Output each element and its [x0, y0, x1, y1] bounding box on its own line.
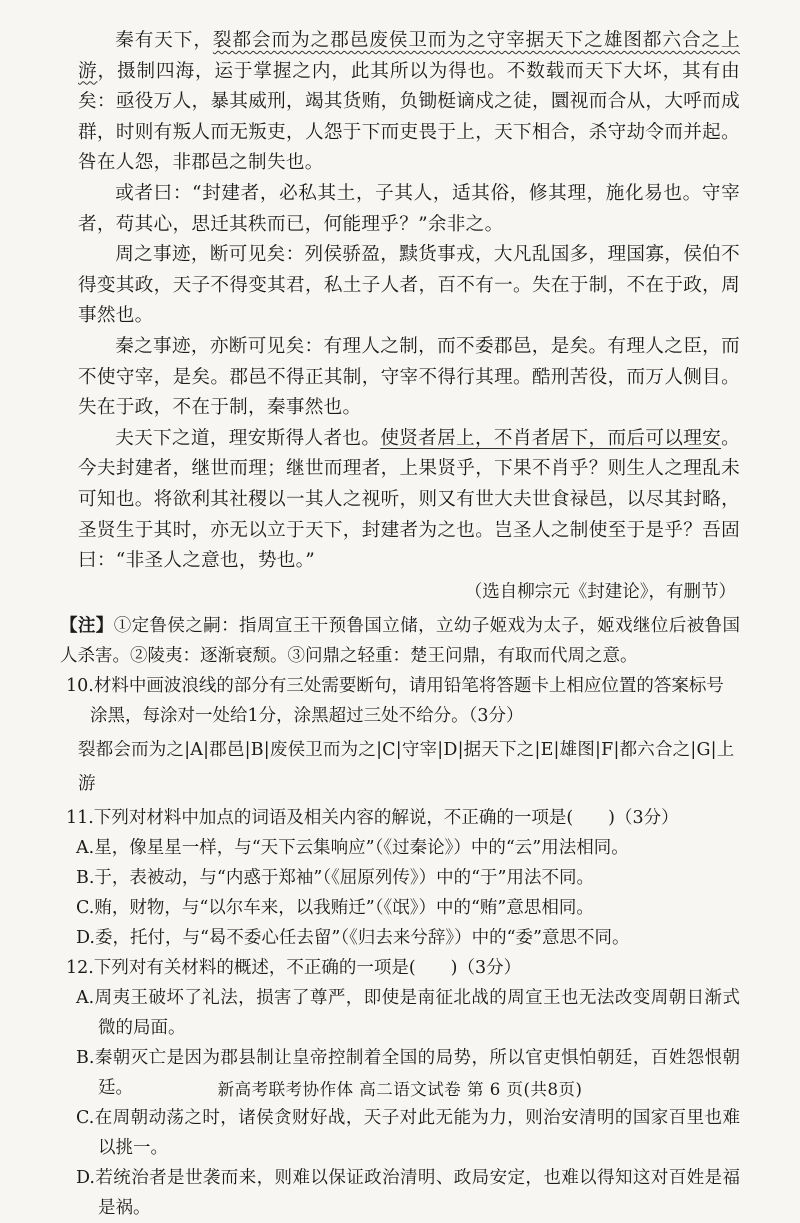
question-12-text: 下列对有关材料的概述，不正确的一项是( )（3分）	[93, 957, 522, 978]
question-10-number: 10.	[66, 675, 94, 696]
passage-p5-pre: 夫天下之道，理安斯得人者也。	[115, 427, 381, 449]
underlined-sentence: 使贤者居上，不肖者居下，而后可以理安	[380, 427, 722, 449]
passage-paragraph-4: 秦之事迹，亦断可见矣：有理人之制，而不委郡邑，是矣。有理人之臣，而不使守宰，是矣。郡邑不得正其制，守宰不得行其理。酷刑苦役，而万人侧目。失在于政，不在于制，秦事然也。	[78, 335, 740, 419]
passage-p5-post: 。今夫封建者，继世而理；继世而理者，上果贤乎，下果不肖乎？则生人之理乱未可知也。将欲利其社稷以一其人之视听，则又有世大夫世食禄邑，以尽其封略，圣贤生于其时，亦无以立于天下，封建者为之也。岂圣人之制使至于是乎？吾固曰：“非圣人之意也，势也。”	[78, 427, 741, 572]
passage-source: （选自柳宗元《封建论》，有删节）	[464, 581, 736, 602]
passage-p1-pre: 秦有天下，	[115, 30, 213, 51]
note-text: ①定鲁侯之嗣：指周宣王干预鲁国立储，立幼子姬戏为太子，姬戏继位后被鲁国人杀害。②陵夷：逐渐衰颓。③问鼎之轻重：楚王问鼎，有取而代周之意。	[60, 615, 740, 666]
annotation-note	[60, 611, 740, 671]
question-11-option-c: C.贿，财物，与“以尔车来，以我贿迁”（《氓》）中的“贿”意思相同。	[76, 897, 594, 918]
question-12-stem	[66, 953, 740, 983]
question-12-number: 12.	[66, 957, 94, 978]
passage-paragraph-2: 或者曰：“封建者，必私其土，子其人，适其俗，修其理，施化易也。守宰者，苟其心，思迁其秩而已，何能理乎？”余非之。	[78, 182, 740, 235]
passage-p1-post: ，摄制四海，运于掌握之内，此其所以为得也。不数载而天下大坏，其有由矣：亟役万人，暴其威刑，竭其货贿，负锄梃谪戍之徒，圜视而合从，大呼而成群，时则有叛人而无叛吏，人怨于下而吏畏于上，天下相合，杀守劫令而并起。咎在人怨，非郡邑之制失也。	[78, 60, 740, 174]
question-11-option-d: D.委，托付，与“曷不委心任去留”（《归去来兮辞》）中的“委”意思不同。	[76, 927, 630, 948]
note-tag: 【注】	[60, 615, 114, 636]
question-10-text: 材料中画波浪线的部分有三处需要断句，请用铅笔将答题卡上相应位置的答案标号涂黑，每涂对一处给1分，涂黑超过三处不给分。（3分）	[90, 675, 724, 726]
passage-paragraph-3: 周之事迹，断可见矣：列侯骄盈，黩货事戎，大凡乱国多，理国寡，侯伯不得变其政，天子不得变其君，私土子人者，百不有一。失在于制，不在于政，周事然也。	[78, 244, 740, 327]
question-12-option-c: C.在周朝动荡之时，诸侯贪财好战，天子对此无能为力，则治安清明的国家百里也难以挑一。	[76, 1107, 740, 1158]
question-11-number: 11.	[66, 807, 94, 828]
question-11-text: 下列对材料中加点的词语及相关内容的解说，不正确的一项是( )（3分）	[93, 807, 679, 828]
question-11	[66, 803, 740, 953]
question-11-option-b: B.于，表被动，与“内惑于郑袖”（《屈原列传》）中的“于”用法不同。	[76, 867, 594, 888]
question-10-stem	[66, 671, 740, 731]
question-10-answer-line: 裂都会而为之|A|郡邑|B|废侯卫而为之|C|守宰|D|据天下之|E|雄图|F|都六合之|G|上游	[78, 739, 735, 794]
passage-paragraph-1	[78, 26, 740, 179]
question-12-option-a: A.周夷王破坏了礼法，损害了尊严，即使是南征北战的周宣王也无法改变周朝日渐式微的局面。	[76, 987, 740, 1038]
passage-paragraph-5	[78, 424, 740, 577]
question-12-option-b: B.秦朝灭亡是因为郡县制让皇帝控制着全国的局势，所以官吏惧怕朝廷，百姓怨恨朝廷。	[76, 1047, 740, 1098]
wavy-underlined-text: 裂都会而为之郡邑废侯卫而为之守宰据天下之雄图都六合之上游	[78, 30, 740, 82]
question-10	[66, 671, 740, 801]
question-12-option-d: D.若统治者是世袭而来，则难以保证政治清明、政局安定，也难以得知这对百姓是福是祸。	[76, 1167, 740, 1218]
question-11-stem	[66, 803, 740, 833]
page-footer: 新高考联考协作体 高二语文试卷 第 6 页(共8页)	[217, 1080, 583, 1099]
question-11-option-a: A.星，像星星一样，与“天下云集响应”（《过秦论》）中的“云”用法相同。	[76, 837, 629, 858]
